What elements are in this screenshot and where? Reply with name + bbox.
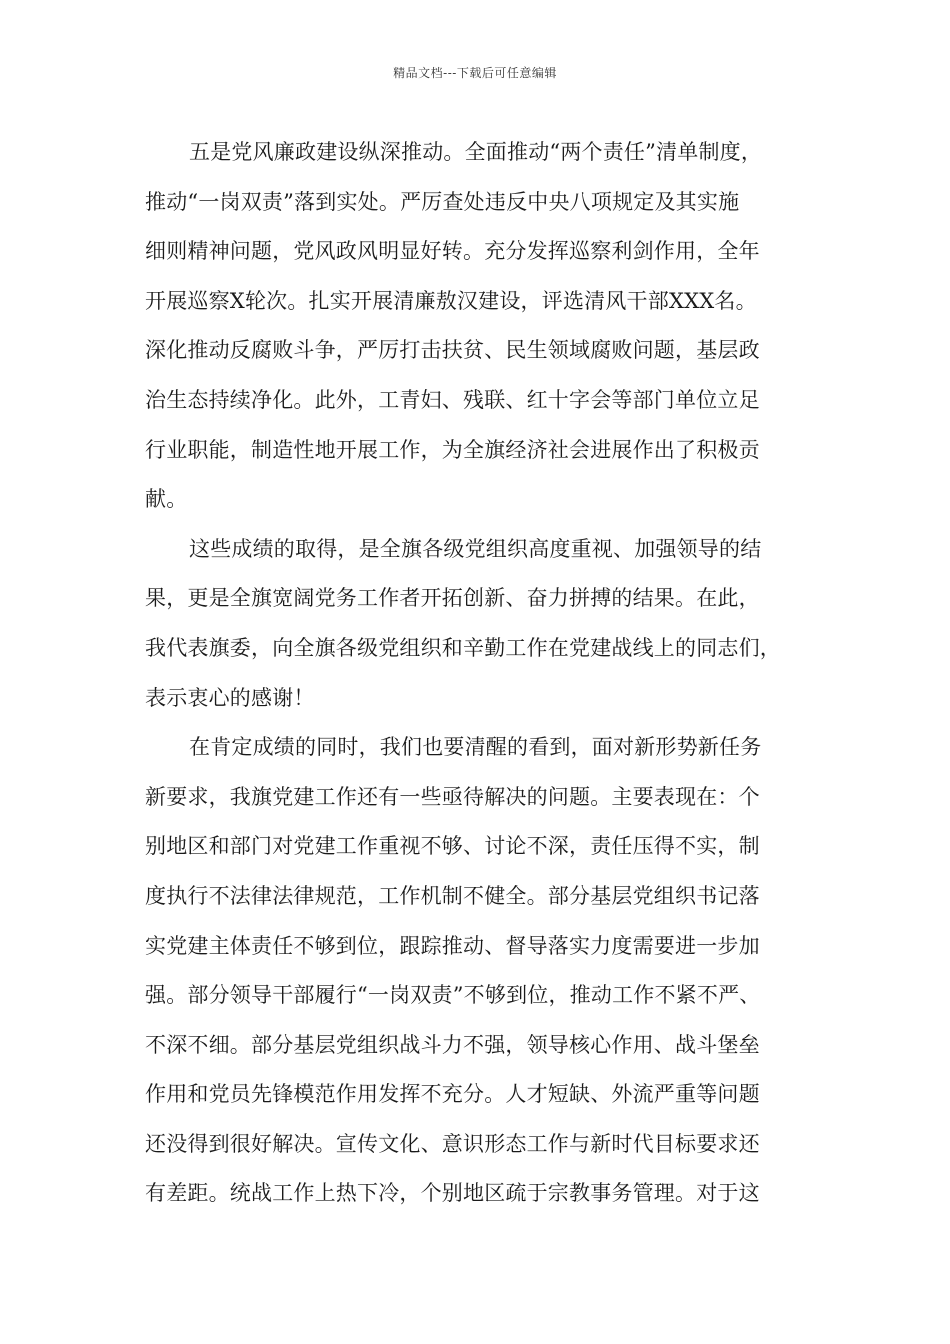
paragraph-line: 度执行不法律法律规范，工作机制不健全。部分基层党组织书记落 [145, 883, 760, 908]
paragraph-line: 强。部分领导干部履行“一岗双责”不够到位，推动工作不紧不严、 [145, 983, 761, 1008]
paragraph-line: 行业职能，制造性地开展工作，为全旗经济社会进展作出了积极贡 [145, 437, 760, 462]
paragraph-line: 深化推动反腐败斗争，严厉打击扶贫、民生领域腐败问题，基层政 [145, 338, 760, 363]
paragraph-line: 我代表旗委，向全旗各级党组织和辛勤工作在党建战线上的同志们， [145, 635, 781, 660]
paragraph-line: 有差距。统战工作上热下冷，个别地区疏于宗教事务管理。对于这 [145, 1181, 760, 1206]
paragraph-line: 在肯定成绩的同时，我们也要清醒的看到，面对新形势新任务 [189, 735, 762, 760]
paragraph-line: 还没得到很好解决。宣传文化、意识形态工作与新时代目标要求还 [145, 1131, 760, 1156]
paragraph-line: 实党建主体责任不够到位，跟踪推动、督导落实力度需要进一步加 [145, 933, 760, 958]
paragraph-line: 表示衷心的感谢！ [145, 685, 315, 710]
paragraph-line: 作用和党员先锋模范作用发挥不充分。人才短缺、外流严重等问题 [145, 1082, 760, 1107]
paragraph-line: 推动“一岗双责”落到实处。严厉查处违反中央八项规定及其实施 [145, 189, 740, 214]
paragraph-line: 献。 [145, 487, 188, 512]
paragraph-line: 果，更是全旗宽阔党务工作者开拓创新、奋力拼搏的结果。在此， [145, 586, 760, 611]
paragraph-line: 不深不细。部分基层党组织战斗力不强，领导核心作用、战斗堡垒 [145, 1032, 760, 1057]
paragraph-line: 别地区和部门对党建工作重视不够、讨论不深，责任压得不实，制 [145, 834, 760, 859]
paragraph-line: 治生态持续净化。此外，工青妇、残联、红十字会等部门单位立足 [145, 387, 760, 412]
document-body [145, 128, 807, 1219]
paragraph-line: 开展巡察X轮次。扎实开展清廉敖汉建设，评选清风干部XXX名。 [145, 288, 757, 313]
paragraph-line: 新要求，我旗党建工作还有一些亟待解决的问题。主要表现在：个 [145, 784, 760, 809]
page-header: 精品文档---下载后可任意编辑 [393, 66, 557, 80]
paragraph-line: 细则精神问题，党风政风明显好转。充分发挥巡察利剑作用，全年 [145, 239, 760, 264]
paragraph-line: 五是党风廉政建设纵深推动。全面推动“两个责任”清单制度， [189, 140, 763, 164]
paragraph-line: 这些成绩的取得，是全旗各级党组织高度重视、加强领导的结 [189, 536, 762, 561]
